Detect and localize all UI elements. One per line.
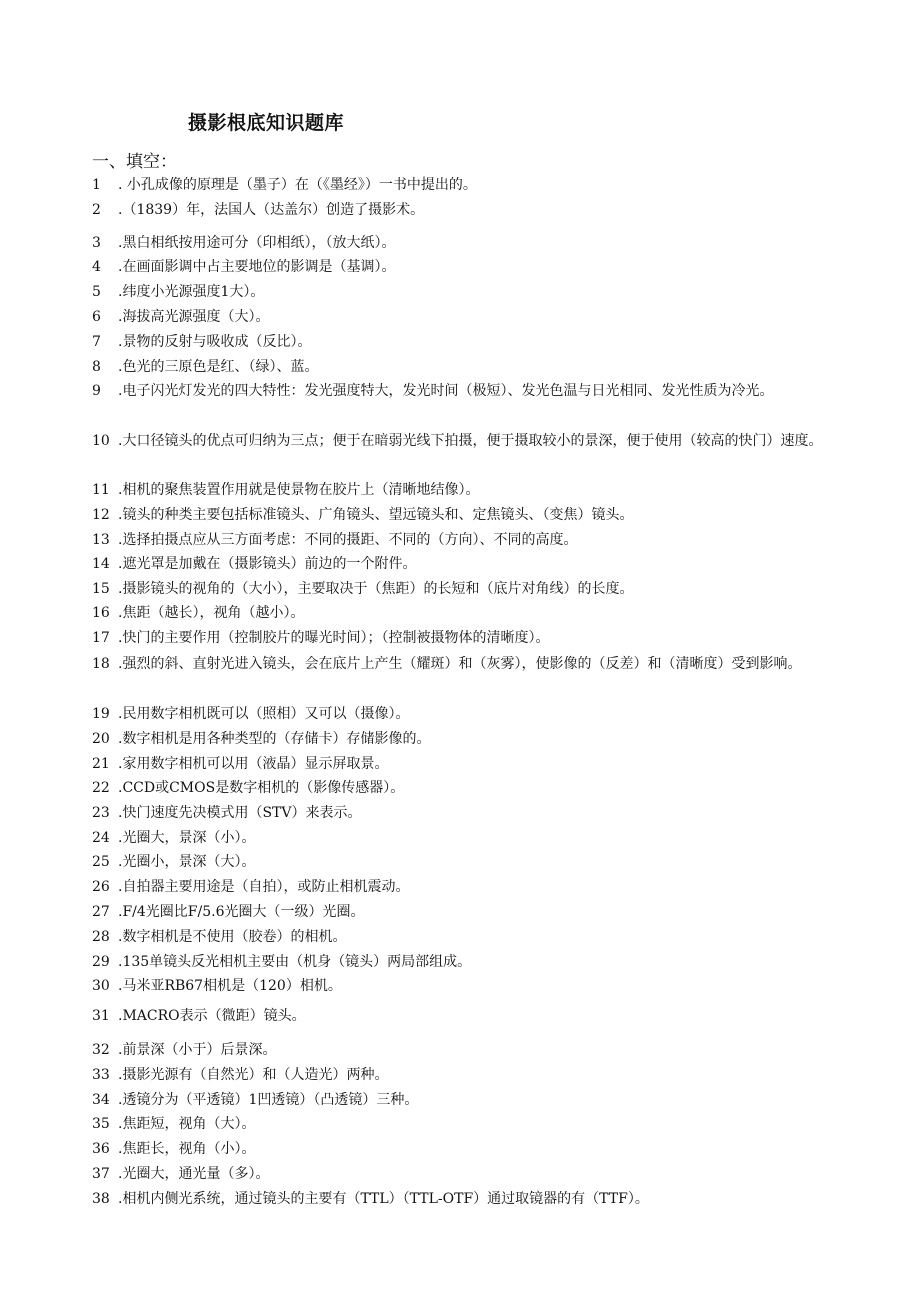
question-number: 37 bbox=[92, 1166, 110, 1182]
question-item bbox=[92, 429, 828, 454]
question-number: 17 bbox=[92, 630, 110, 646]
question-text: .强烈的斜、直射光进入镜头，会在底片上产生（耀斑）和（灰雾），使影像的（反差）和（清晰度）受到影响。 bbox=[118, 656, 802, 672]
question-number: 1 bbox=[92, 177, 101, 193]
question-item bbox=[92, 1063, 828, 1088]
question-item bbox=[92, 727, 828, 752]
question-item bbox=[92, 925, 828, 950]
question-text: .马米亚RB67相机是（120）相机。 bbox=[118, 978, 342, 994]
question-item bbox=[92, 355, 828, 380]
question-number: 32 bbox=[92, 1042, 110, 1058]
question-text: .数字相机是用各种类型的（存储卡）存储影像的。 bbox=[118, 731, 431, 747]
question-number: 2 bbox=[92, 202, 101, 218]
question-item bbox=[92, 305, 828, 330]
question-text: .（1839）年，法国人（达盖尔）创造了摄影术。 bbox=[118, 202, 425, 218]
question-text: .焦距短，视角（大）。 bbox=[118, 1116, 256, 1132]
question-item bbox=[92, 652, 828, 677]
question-text: .光圈小，景深（大）。 bbox=[118, 854, 256, 870]
question-item bbox=[92, 1162, 828, 1187]
question-item bbox=[92, 198, 828, 223]
question-text: .CCD或CMOS是数字相机的（影像传感器）。 bbox=[118, 780, 405, 796]
question-text: .135单镜头反光相机主要由（机身（镜头）两局部组成。 bbox=[118, 954, 472, 970]
question-number: 23 bbox=[92, 805, 110, 821]
question-text: .光圈大，通光量（多）。 bbox=[118, 1166, 270, 1182]
question-number: 6 bbox=[92, 309, 101, 325]
question-number: 22 bbox=[92, 780, 110, 796]
question-number: 36 bbox=[92, 1141, 110, 1157]
question-text: .黑白相纸按用途可分（印相纸），（放大纸）。 bbox=[118, 235, 396, 251]
question-item bbox=[92, 801, 828, 826]
question-item bbox=[92, 503, 828, 528]
question-text: .焦距（越长），视角（越小）。 bbox=[118, 605, 305, 621]
question-text: .光圈大，景深（小）。 bbox=[118, 830, 256, 846]
document-title: 摄影根底知识题库 bbox=[188, 112, 345, 134]
question-number: 34 bbox=[92, 1092, 110, 1108]
question-text: .前景深（小于）后景深。 bbox=[118, 1042, 277, 1058]
question-number: 16 bbox=[92, 605, 110, 621]
question-item bbox=[92, 752, 828, 777]
question-text: .景物的反射与吸收成（反比）。 bbox=[118, 334, 312, 350]
question-number: 21 bbox=[92, 756, 110, 772]
question-text: .色光的三原色是红、（绿）、蓝。 bbox=[118, 359, 319, 375]
question-number: 7 bbox=[92, 334, 101, 350]
question-text: .透镜分为（平透镜）1凹透镜）（凸透镜）三种。 bbox=[118, 1092, 419, 1108]
question-item bbox=[92, 875, 828, 900]
question-number: 13 bbox=[92, 532, 110, 548]
question-number: 30 bbox=[92, 978, 110, 994]
question-number: 9 bbox=[92, 383, 101, 399]
question-item bbox=[92, 776, 828, 801]
question-item bbox=[92, 702, 828, 727]
question-text: .选择拍摄点应从三方面考虑：不同的摄距、不同的（方向）、不同的高度。 bbox=[118, 532, 578, 548]
question-text: .民用数字相机既可以（照相）又可以（摄像）。 bbox=[118, 706, 410, 722]
question-number: 28 bbox=[92, 929, 110, 945]
question-text: .家用数字相机可以用（液晶）显示屏取景。 bbox=[118, 756, 389, 772]
question-number: 18 bbox=[92, 656, 110, 672]
question-item bbox=[92, 552, 828, 577]
question-text: .摄影镜头的视角的（大小），主要取决于（焦距）的长短和（底片对角线）的长度。 bbox=[118, 581, 634, 597]
question-text: .海拔高光源强度（大）。 bbox=[118, 309, 270, 325]
question-text: .快门的主要作用（控制胶片的曝光时间）；（控制被摄物体的清晰度）。 bbox=[118, 630, 550, 646]
question-text: .自拍器主要用途是（自拍），或防止相机震动。 bbox=[118, 879, 410, 895]
question-item bbox=[92, 577, 828, 602]
question-text: .纬度小光源强度1大）。 bbox=[118, 284, 265, 300]
question-number: 4 bbox=[92, 259, 101, 275]
question-text: .快门速度先决模式用（STV）来表示。 bbox=[118, 805, 362, 821]
question-number: 11 bbox=[92, 482, 110, 498]
question-number: 31 bbox=[92, 1008, 110, 1024]
question-text: .摄影光源有（自然光）和（人造光）两种。 bbox=[118, 1067, 389, 1083]
question-item bbox=[92, 330, 828, 355]
question-number: 26 bbox=[92, 879, 110, 895]
question-text: .MACRO表示（微距）镜头。 bbox=[118, 1008, 306, 1024]
question-item bbox=[92, 974, 828, 999]
question-item bbox=[92, 528, 828, 553]
question-text: .焦距长，视角（小）。 bbox=[118, 1141, 256, 1157]
question-number: 29 bbox=[92, 954, 110, 970]
question-item bbox=[92, 826, 828, 851]
question-number: 33 bbox=[92, 1067, 110, 1083]
question-item bbox=[92, 950, 828, 975]
question-item bbox=[92, 1112, 828, 1137]
question-number: 10 bbox=[92, 433, 110, 449]
question-text: .遮光罩是加戴在（摄影镜头）前边的一个附件。 bbox=[118, 556, 417, 572]
question-number: 19 bbox=[92, 706, 110, 722]
question-item bbox=[92, 601, 828, 626]
question-item bbox=[92, 1038, 828, 1063]
question-text: . 小孔成像的原理是（墨子）在（《墨经》）一书中提出的。 bbox=[118, 177, 477, 193]
question-text: .镜头的种类主要包括标准镜头、广角镜头、望远镜头和、定焦镜头、（变焦）镜头。 bbox=[118, 507, 634, 523]
question-text: .相机内侧光系统，通过镜头的主要有（TTL）（TTL-OTF）通过取镜器的有（TTF）。 bbox=[118, 1191, 649, 1207]
question-number: 27 bbox=[92, 904, 110, 920]
question-text: .F/4光圈比F/5.6光圈大（一级）光圈。 bbox=[118, 904, 365, 920]
section-heading-fill-in: 一、填空： bbox=[92, 152, 177, 172]
question-item bbox=[92, 850, 828, 875]
question-number: 35 bbox=[92, 1116, 110, 1132]
question-number: 8 bbox=[92, 359, 101, 375]
question-text: .电子闪光灯发光的四大特性：发光强度特大，发光时间（极短）、发光色温与日光相同、发光性质为冷光。 bbox=[118, 383, 774, 399]
question-item bbox=[92, 900, 828, 925]
question-text: .大口径镜头的优点可归纳为三点；便于在暗弱光线下拍摄，便于摄取较小的景深，便于使用（较高的快门）速度。 bbox=[118, 433, 823, 449]
question-text: .相机的聚焦装置作用就是使景物在胶片上（清晰地结像）。 bbox=[118, 482, 480, 498]
question-item bbox=[92, 1088, 828, 1113]
question-number: 15 bbox=[92, 581, 110, 597]
question-number: 5 bbox=[92, 284, 101, 300]
question-item bbox=[92, 255, 828, 280]
question-item bbox=[92, 1187, 828, 1212]
question-item bbox=[92, 626, 828, 651]
question-item bbox=[92, 280, 828, 305]
question-item bbox=[92, 478, 828, 503]
question-item bbox=[92, 1137, 828, 1162]
question-item bbox=[92, 379, 828, 404]
question-text: .数字相机是不使用（胶卷）的相机。 bbox=[118, 929, 347, 945]
question-item bbox=[92, 173, 828, 198]
question-text: .在画面影调中占主要地位的影调是（基调）。 bbox=[118, 259, 396, 275]
question-number: 24 bbox=[92, 830, 110, 846]
question-number: 20 bbox=[92, 731, 110, 747]
question-number: 3 bbox=[92, 235, 101, 251]
question-item bbox=[92, 231, 828, 256]
question-number: 14 bbox=[92, 556, 110, 572]
question-item bbox=[92, 1004, 828, 1029]
question-number: 12 bbox=[92, 507, 110, 523]
question-number: 38 bbox=[92, 1191, 110, 1207]
question-number: 25 bbox=[92, 854, 110, 870]
